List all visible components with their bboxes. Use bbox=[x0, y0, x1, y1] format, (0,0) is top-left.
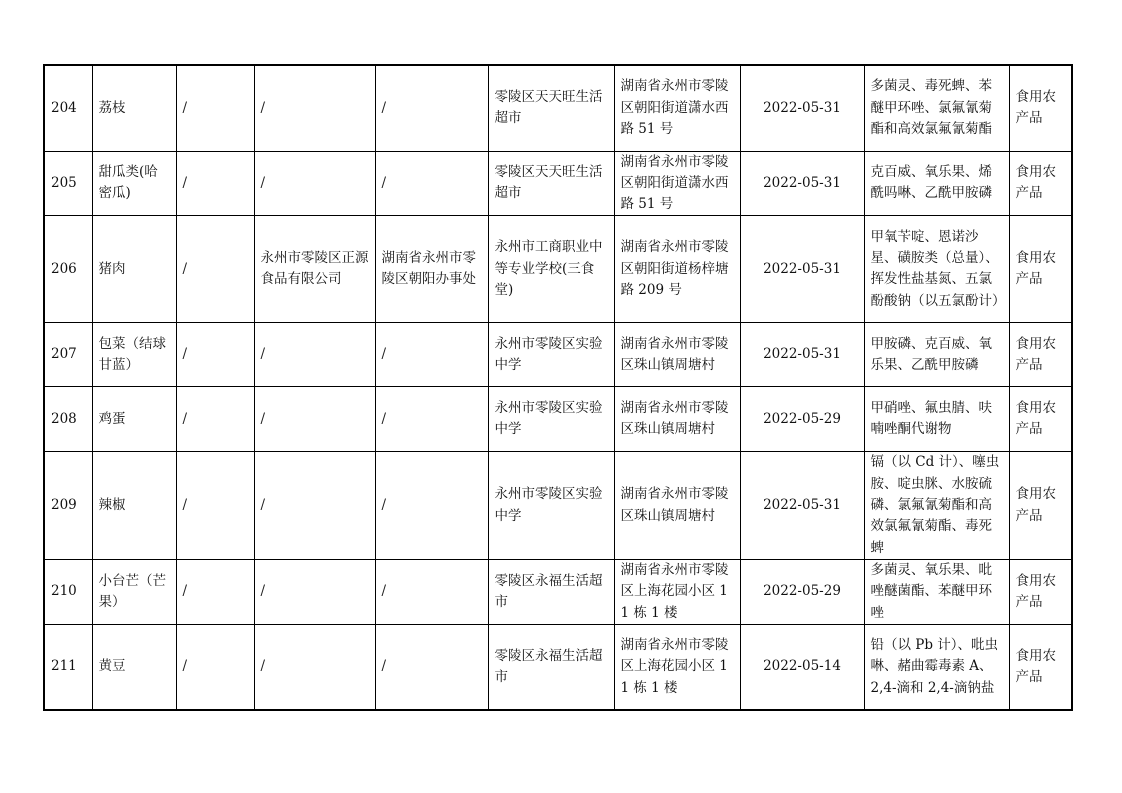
category-cell: 食用农产品 bbox=[1009, 323, 1072, 387]
product-name: 猪肉 bbox=[92, 216, 176, 323]
seller-cell: 永州市工商职业中等专业学校(三食堂) bbox=[488, 216, 614, 323]
table-row bbox=[44, 387, 1072, 452]
producer-address-cell: / bbox=[375, 559, 488, 624]
test-items-cell: 镉（以 Cd 计）、噻虫胺、啶虫脒、水胺硫磷、氯氟氰菊酯和高效氯氟氰菊酯、毒死蜱 bbox=[864, 452, 1009, 559]
producer-address-cell: / bbox=[375, 65, 488, 151]
product-name: 荔枝 bbox=[92, 65, 176, 151]
test-items-cell: 甲氧苄啶、恩诺沙星、磺胺类（总量）、挥发性盐基氮、五氯酚酸钠（以五氯酚计） bbox=[864, 216, 1009, 323]
category-cell: 食用农产品 bbox=[1009, 151, 1072, 216]
brand-cell: / bbox=[176, 151, 254, 216]
seller-cell: 零陵区永福生活超市 bbox=[488, 559, 614, 624]
table-row bbox=[44, 323, 1072, 387]
row-number: 206 bbox=[44, 216, 92, 323]
date-cell: 2022-05-14 bbox=[740, 624, 864, 710]
brand-cell: / bbox=[176, 559, 254, 624]
brand-cell: / bbox=[176, 387, 254, 452]
seller-address-cell: 湖南省永州市零陵区珠山镇周塘村 bbox=[614, 323, 740, 387]
producer-cell: / bbox=[254, 624, 375, 710]
product-name: 包菜（结球甘蓝） bbox=[92, 323, 176, 387]
date-cell: 2022-05-31 bbox=[740, 216, 864, 323]
inspection-results-table bbox=[43, 64, 1073, 711]
date-cell: 2022-05-31 bbox=[740, 151, 864, 216]
row-number: 208 bbox=[44, 387, 92, 452]
seller-address-cell: 湖南省永州市零陵区珠山镇周塘村 bbox=[614, 452, 740, 559]
category-cell: 食用农产品 bbox=[1009, 65, 1072, 151]
producer-address-cell: / bbox=[375, 151, 488, 216]
category-cell: 食用农产品 bbox=[1009, 559, 1072, 624]
producer-address-cell: / bbox=[375, 452, 488, 559]
producer-address-cell: / bbox=[375, 624, 488, 710]
test-items-cell: 多菌灵、氧乐果、吡唑醚菌酯、苯醚甲环唑 bbox=[864, 559, 1009, 624]
table-row bbox=[44, 559, 1072, 624]
table-row bbox=[44, 624, 1072, 710]
category-cell: 食用农产品 bbox=[1009, 452, 1072, 559]
seller-cell: 永州市零陵区实验中学 bbox=[488, 387, 614, 452]
seller-cell: 零陵区天天旺生活超市 bbox=[488, 65, 614, 151]
brand-cell: / bbox=[176, 452, 254, 559]
producer-cell: / bbox=[254, 65, 375, 151]
seller-address-cell: 湖南省永州市零陵区上海花园小区 11 栋 1 楼 bbox=[614, 559, 740, 624]
brand-cell: / bbox=[176, 216, 254, 323]
test-items-cell: 铅（以 Pb 计）、吡虫啉、赭曲霉毒素 A、2,4-滴和 2,4-滴钠盐 bbox=[864, 624, 1009, 710]
date-cell: 2022-05-31 bbox=[740, 65, 864, 151]
product-name: 辣椒 bbox=[92, 452, 176, 559]
row-number: 205 bbox=[44, 151, 92, 216]
row-number: 209 bbox=[44, 452, 92, 559]
product-name: 鸡蛋 bbox=[92, 387, 176, 452]
producer-cell: / bbox=[254, 387, 375, 452]
seller-cell: 永州市零陵区实验中学 bbox=[488, 452, 614, 559]
date-cell: 2022-05-29 bbox=[740, 559, 864, 624]
brand-cell: / bbox=[176, 65, 254, 151]
producer-cell: 永州市零陵区正源食品有限公司 bbox=[254, 216, 375, 323]
table-row bbox=[44, 65, 1072, 151]
test-items-cell: 克百威、氧乐果、烯酰吗啉、乙酰甲胺磷 bbox=[864, 151, 1009, 216]
category-cell: 食用农产品 bbox=[1009, 387, 1072, 452]
product-name: 小台芒（芒果） bbox=[92, 559, 176, 624]
seller-cell: 零陵区永福生活超市 bbox=[488, 624, 614, 710]
table-row bbox=[44, 452, 1072, 559]
test-items-cell: 多菌灵、毒死蜱、苯醚甲环唑、氯氟氰菊酯和高效氯氟氰菊酯 bbox=[864, 65, 1009, 151]
producer-cell: / bbox=[254, 452, 375, 559]
table-row bbox=[44, 151, 1072, 216]
product-name: 黄豆 bbox=[92, 624, 176, 710]
date-cell: 2022-05-31 bbox=[740, 452, 864, 559]
date-cell: 2022-05-31 bbox=[740, 323, 864, 387]
seller-cell: 永州市零陵区实验中学 bbox=[488, 323, 614, 387]
producer-address-cell: / bbox=[375, 323, 488, 387]
producer-address-cell: 湖南省永州市零陵区朝阳办事处 bbox=[375, 216, 488, 323]
category-cell: 食用农产品 bbox=[1009, 216, 1072, 323]
producer-cell: / bbox=[254, 151, 375, 216]
row-number: 204 bbox=[44, 65, 92, 151]
row-number: 207 bbox=[44, 323, 92, 387]
brand-cell: / bbox=[176, 624, 254, 710]
test-items-cell: 甲硝唑、氟虫腈、呋喃唑酮代谢物 bbox=[864, 387, 1009, 452]
table-row bbox=[44, 216, 1072, 323]
producer-cell: / bbox=[254, 559, 375, 624]
row-number: 210 bbox=[44, 559, 92, 624]
seller-address-cell: 湖南省永州市零陵区朝阳街道潇水西路 51 号 bbox=[614, 151, 740, 216]
seller-address-cell: 湖南省永州市零陵区朝阳街道杨梓塘路 209 号 bbox=[614, 216, 740, 323]
category-cell: 食用农产品 bbox=[1009, 624, 1072, 710]
seller-address-cell: 湖南省永州市零陵区上海花园小区 11 栋 1 楼 bbox=[614, 624, 740, 710]
product-name: 甜瓜类(哈密瓜) bbox=[92, 151, 176, 216]
producer-cell: / bbox=[254, 323, 375, 387]
seller-cell: 零陵区天天旺生活超市 bbox=[488, 151, 614, 216]
producer-address-cell: / bbox=[375, 387, 488, 452]
row-number: 211 bbox=[44, 624, 92, 710]
brand-cell: / bbox=[176, 323, 254, 387]
seller-address-cell: 湖南省永州市零陵区珠山镇周塘村 bbox=[614, 387, 740, 452]
test-items-cell: 甲胺磷、克百威、氧乐果、乙酰甲胺磷 bbox=[864, 323, 1009, 387]
date-cell: 2022-05-29 bbox=[740, 387, 864, 452]
seller-address-cell: 湖南省永州市零陵区朝阳街道潇水西路 51 号 bbox=[614, 65, 740, 151]
